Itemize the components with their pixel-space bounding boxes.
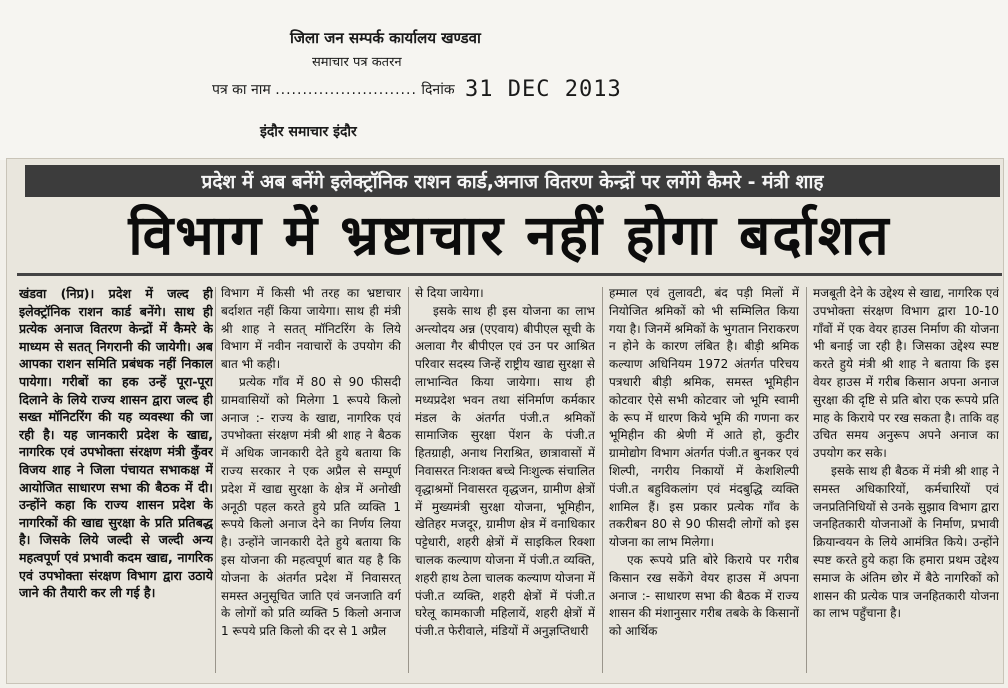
headline: विभाग में भ्रष्टाचार नहीं होगा बर्दाशत: [128, 202, 891, 267]
paper-name-row: [212, 80, 455, 99]
column-4: [609, 285, 799, 675]
date-label: दिनांक: [421, 82, 455, 98]
kicker-banner: प्रदेश में अब बनेंगे इलेक्ट्रॉनिक राशन कार्ड,अनाज वितरण केन्द्रों पर लगेंगे कैमरे - मंत्री शाह: [25, 165, 1000, 197]
column-divider: [806, 287, 807, 673]
paper-name-label: पत्र का नाम: [212, 82, 271, 98]
column-3: [415, 285, 595, 675]
paragraph: से दिया जायेगा।: [415, 286, 484, 300]
paragraph: प्रत्येक गाँव में 80 से 90 फीसदी ग्रामवासियों को मिलेगा 1 रूपये किलो अनाज :- राज्य के खाद्य, नागरिक एवं उपभोक्ता संरक्षण मंत्री श्री शाह ने बैठक में अधिक जानकारी देते हुये बताया कि राज्य सरकार ने एक अप्रैल से सम्पूर्ण प्रदेश में खाद्य सुरक्षा के क्षेत्र में अनोखी अनूठी पहल करते हुये प्रति व्यक्ति 1 रूपये किलो अनाज देने का निर्णय लिया है। उन्होंने जानकारी देते हुये बताया कि इस योजना की महत्वपूर्ण बात यह है कि योजना के अंतर्गत प्रदेश में निवासरत् समस्त अनुसूचित जाति एवं जनजाति वर्ग के लोगों को प्रति व्यक्ति 5 किलो अनाज 1 रूपये प्रति किलो की दर से 1 अप्रैल: [221, 374, 401, 639]
paragraph: हम्माल एवं तुलावटी, बंद पड़ी मिलों में नियोजित श्रमिकों को भी सम्मिलित किया गया है। जिनमें श्रमिकों के भुगतान निराकरण न होने के कारण लंबित है। बीड़ी श्रमिक कल्याण अधिनियम 1972 अंतर्गत परिचय पत्रधारी बीड़ी श्रमिक, समस्त भूमिहीन कोटवार ऐसे सभी कोटवार जो भूमि स्वामी के रूप में धारण किये भूमि की गणना कर भूमिहीन की श्रेणी में आते हो, कुटीर ग्रामोद्योग विभाग अंतर्गत पंजी.त बुनकर एवं शिल्पी, नगरीय निकायों में केशशिल्पी पंजी.त बहुविकलांग एवं मंदबुद्धि व्यक्ति शामिल हैं। इस प्रकार प्रत्येक गाँव के तकरीबन 80 से 90 फीसदी लोगों को इस योजना का लाभ मिलेगा।: [609, 286, 799, 550]
paragraph: मजबूती देने के उद्देश्य से खाद्य, नागरिक एवं उपभोक्ता संरक्षण विभाग द्वारा 10-10 गाँवों में एक वेयर हाउस निर्माण की योजना भी बनाई जा रही है। जिसका उद्देश्य स्पष्ट करते हुये मंत्री श्री शाह ने बताया कि इस वेयर हाउस में गरीब किसान अपना अनाज सुरक्षा की दृष्टि से प्रति बोरा एक रूपये प्रति माह के किराये पर रख सकता है। ताकि वह उचित समय अनुरूप अपने अनाज का उपयोग कर सके।: [813, 286, 999, 461]
paragraph: एक रूपये प्रति बोरे किराये पर गरीब किसान रख सकेंगे वेयर हाउस में अपना अनाज :- साधारण सभा की बैठक में राज्य शासन की मंशानुसार गरीब तबके के किसानों को आर्थिक: [609, 552, 799, 639]
newspaper-clipping: [6, 158, 1004, 684]
column-2: [221, 285, 401, 675]
paragraph: इसके साथ ही बैठक में मंत्री श्री शाह ने समस्त अधिकारियों, कर्मचारियों एवं जनप्रतिनिधियों से उनके सुझाव विभाग द्वारा जनहितकारी योजनाओं के निर्माण, प्रभावी क्रियान्वयन के लिये आमंत्रित किये। उन्होंने स्पष्ट करते हुये कहा कि हमारा प्रथम उद्देश्य समाज के अंतिम छोर में बैठे नागरिकों को शासन की प्रत्येक पात्र जनहितकारी योजना का लाभ पहुँचाना है।: [813, 463, 999, 621]
paragraph: खंडवा (निप्र)। प्रदेश में जल्द ही इलेक्ट्रॉनिक राशन कार्ड बनेंगे। साथ ही प्रत्येक अनाज वितरण केन्द्रों में कैमरे के माध्यम से सतत् निगरानी की जायेगी। अब आपका राशन समिति प्रबंधक नहीं निकाल पायेगा। गरीबों का हक उन्हें पूरा-पूरा दिलाने के लिये राज्य शासन द्वारा जल्द ही सख्त मॉनिटरिंग की यह व्यवस्था की जा रही है। यह जानकारी प्रदेश के खाद्य, नागरिक एवं उपभोक्ता संरक्षण मंत्री कुँवर विजय शाह ने जिला पंचायत सभाकक्ष में आयोजित साधारण सभा की बैठक में दी। उन्होंने कहा कि राज्य शासन प्रदेश के नागरिकों की खाद्य सुरक्षा के प्रति प्रतिबद्ध है। जिसके लिये जल्दी से जल्दी अन्य महत्वपूर्ण एवं प्रभावी कदम खाद्य, नागरिक एवं उपभोक्ता संरक्षण विभाग द्वारा उठाये जाने की तैयारी कर ली गई है।: [19, 286, 213, 601]
office-name: जिला जन सम्पर्क कार्यालय खण्डवा: [290, 29, 481, 47]
source-stamp: इंदौर समाचार इंदौर: [260, 124, 357, 140]
paragraph: विभाग में किसी भी तरह का भ्रष्टाचार बर्दाशत नहीं किया जायेगा। साथ ही मंत्री श्री शाह ने सतत् मॉनिटरिंग के लिये विभाग में नवीन नवाचारों के उपयोग की बात भी कही।: [221, 286, 401, 372]
paragraph: इसके साथ ही इस योजना का लाभ अन्त्योदय अन्न (एएवाय) बीपीएल सूची के अलावा गैर बीपीएल एवं उन पर आश्रित परिवार सदस्य जिन्हें राष्ट्रीय खाद्य सुरक्षा से लाभान्वित किया जायेगा। साथ ही मध्यप्रदेश भवन तथा संनिर्माण कर्मकार मंडल के अंतर्गत पंजी.त श्रमिकों सामाजिक सुरक्षा पेंशन के पंजी.त हितग्राही, अनाथ निराश्रित, छात्रावासों में निवासरत निःशक्त बच्चे निःशुल्क संचालित वृद्धाश्रमों निवासरत वृद्धजन, ग्रामीण क्षेत्रों में मुख्यमंत्री सुरक्षा योजना, भूमिहीन, खेतिहर मजदूर, ग्रामीण क्षेत्र में वनाधिकार पट्टेधारी, शहरी क्षेत्रों में साइकिल रिक्शा चालक कल्याण योजना में पंजी.त व्यक्ति, शहरी हाथ ठेला चालक कल्याण योजना में पंजी.त व्यक्ति, शहरी क्षेत्रों में पंजी.त घरेलू कामकाजी महिलायें, शहरी क्षेत्रों में पंजी.त फेरीवाले, मंडियों में अनुज्ञप्तिधारी: [415, 303, 595, 639]
column-divider: [408, 287, 409, 673]
column-5: [813, 285, 999, 675]
clipping-label: समाचार पत्र कतरन: [312, 55, 402, 70]
column-divider: [215, 287, 216, 673]
column-1: [19, 285, 213, 675]
date-stamp: 31 DEC 2013: [465, 77, 622, 102]
clipping-slip: [212, 20, 632, 140]
headline-rule: [17, 273, 1002, 276]
paper-name-dots: ..........................: [275, 82, 417, 98]
column-divider: [602, 287, 603, 673]
